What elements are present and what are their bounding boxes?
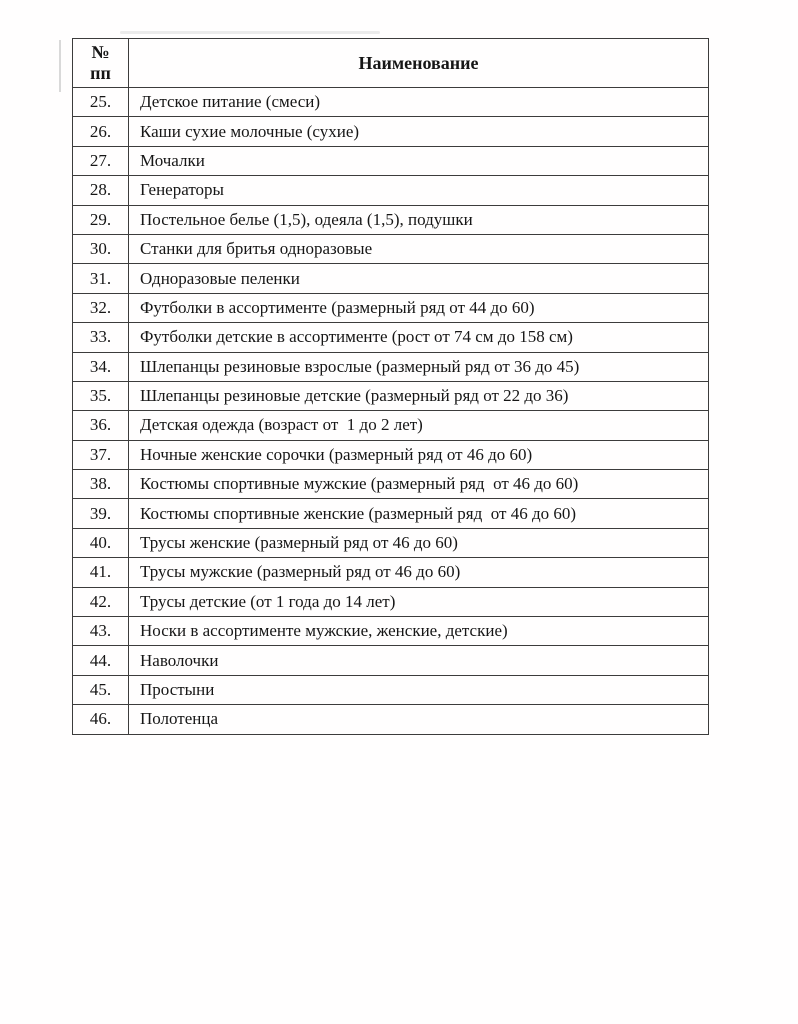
row-number-cell: 39.: [73, 499, 129, 528]
row-number-cell: 42.: [73, 587, 129, 616]
row-number-cell: 43.: [73, 617, 129, 646]
row-number-cell: 34.: [73, 352, 129, 381]
table-row: [73, 146, 709, 175]
table-row: [73, 470, 709, 499]
header-number-symbol: №: [91, 42, 110, 63]
header-cell-name: Наименование: [129, 39, 709, 88]
row-name-cell: Носки в ассортименте мужские, женские, детские): [129, 617, 709, 646]
row-number-cell: 32.: [73, 293, 129, 322]
row-number-cell: 29.: [73, 205, 129, 234]
table-row: [73, 528, 709, 557]
table-row: [73, 646, 709, 675]
items-table: [72, 38, 709, 735]
table-row: [73, 381, 709, 410]
header-number-pp: пп: [90, 63, 111, 83]
row-number-cell: 45.: [73, 675, 129, 704]
row-name-cell: Одноразовые пеленки: [129, 264, 709, 293]
row-name-cell: Станки для бритья одноразовые: [129, 234, 709, 263]
row-name-cell: Ночные женские сорочки (размерный ряд от 46 до 60): [129, 440, 709, 469]
row-name-cell: Простыни: [129, 675, 709, 704]
row-number-cell: 35.: [73, 381, 129, 410]
row-name-cell: Шлепанцы резиновые детские (размерный ряд от 22 до 36): [129, 381, 709, 410]
table-row: [73, 352, 709, 381]
row-number-cell: 30.: [73, 234, 129, 263]
row-name-cell: Трусы детские (от 1 года до 14 лет): [129, 587, 709, 616]
row-number-cell: 33.: [73, 323, 129, 352]
table-row: [73, 323, 709, 352]
row-number-cell: 40.: [73, 528, 129, 557]
row-number-cell: 26.: [73, 117, 129, 146]
row-name-cell: Футболки детские в ассортименте (рост от 74 см до 158 см): [129, 323, 709, 352]
table-row: [73, 264, 709, 293]
scan-smudge: [120, 31, 380, 34]
table-row: [73, 705, 709, 734]
row-name-cell: Детское питание (смеси): [129, 88, 709, 117]
row-number-cell: 41.: [73, 558, 129, 587]
table-row: [73, 440, 709, 469]
row-number-cell: 28.: [73, 176, 129, 205]
table-row: [73, 558, 709, 587]
row-name-cell: Каши сухие молочные (сухие): [129, 117, 709, 146]
row-name-cell: Наволочки: [129, 646, 709, 675]
table-row: [73, 617, 709, 646]
table-row: [73, 411, 709, 440]
table-row: [73, 117, 709, 146]
row-number-cell: 46.: [73, 705, 129, 734]
row-name-cell: Костюмы спортивные мужские (размерный ряд от 46 до 60): [129, 470, 709, 499]
row-name-cell: Мочалки: [129, 146, 709, 175]
table-row: [73, 675, 709, 704]
table-row: [73, 205, 709, 234]
row-number-cell: 36.: [73, 411, 129, 440]
row-name-cell: Костюмы спортивные женские (размерный ряд от 46 до 60): [129, 499, 709, 528]
row-number-cell: 38.: [73, 470, 129, 499]
table-body: [73, 88, 709, 735]
row-name-cell: Футболки в ассортименте (размерный ряд от 44 до 60): [129, 293, 709, 322]
table-row: [73, 293, 709, 322]
row-name-cell: Трусы мужские (размерный ряд от 46 до 60): [129, 558, 709, 587]
header-cell-number: [73, 39, 129, 88]
row-number-cell: 44.: [73, 646, 129, 675]
table-row: [73, 587, 709, 616]
table-row: [73, 176, 709, 205]
table-row: [73, 499, 709, 528]
row-name-cell: Полотенца: [129, 705, 709, 734]
row-name-cell: Шлепанцы резиновые взрослые (размерный ряд от 36 до 45): [129, 352, 709, 381]
table-row: [73, 234, 709, 263]
table-header: [73, 39, 709, 88]
row-number-cell: 31.: [73, 264, 129, 293]
row-name-cell: Трусы женские (размерный ряд от 46 до 60): [129, 528, 709, 557]
row-number-cell: 27.: [73, 146, 129, 175]
row-number-cell: 37.: [73, 440, 129, 469]
row-name-cell: Генераторы: [129, 176, 709, 205]
row-name-cell: Постельное белье (1,5), одеяла (1,5), подушки: [129, 205, 709, 234]
header-row: [73, 39, 709, 88]
row-name-cell: Детская одежда (возраст от 1 до 2 лет): [129, 411, 709, 440]
row-number-cell: 25.: [73, 88, 129, 117]
scan-artifact: [59, 40, 61, 92]
table-row: [73, 88, 709, 117]
